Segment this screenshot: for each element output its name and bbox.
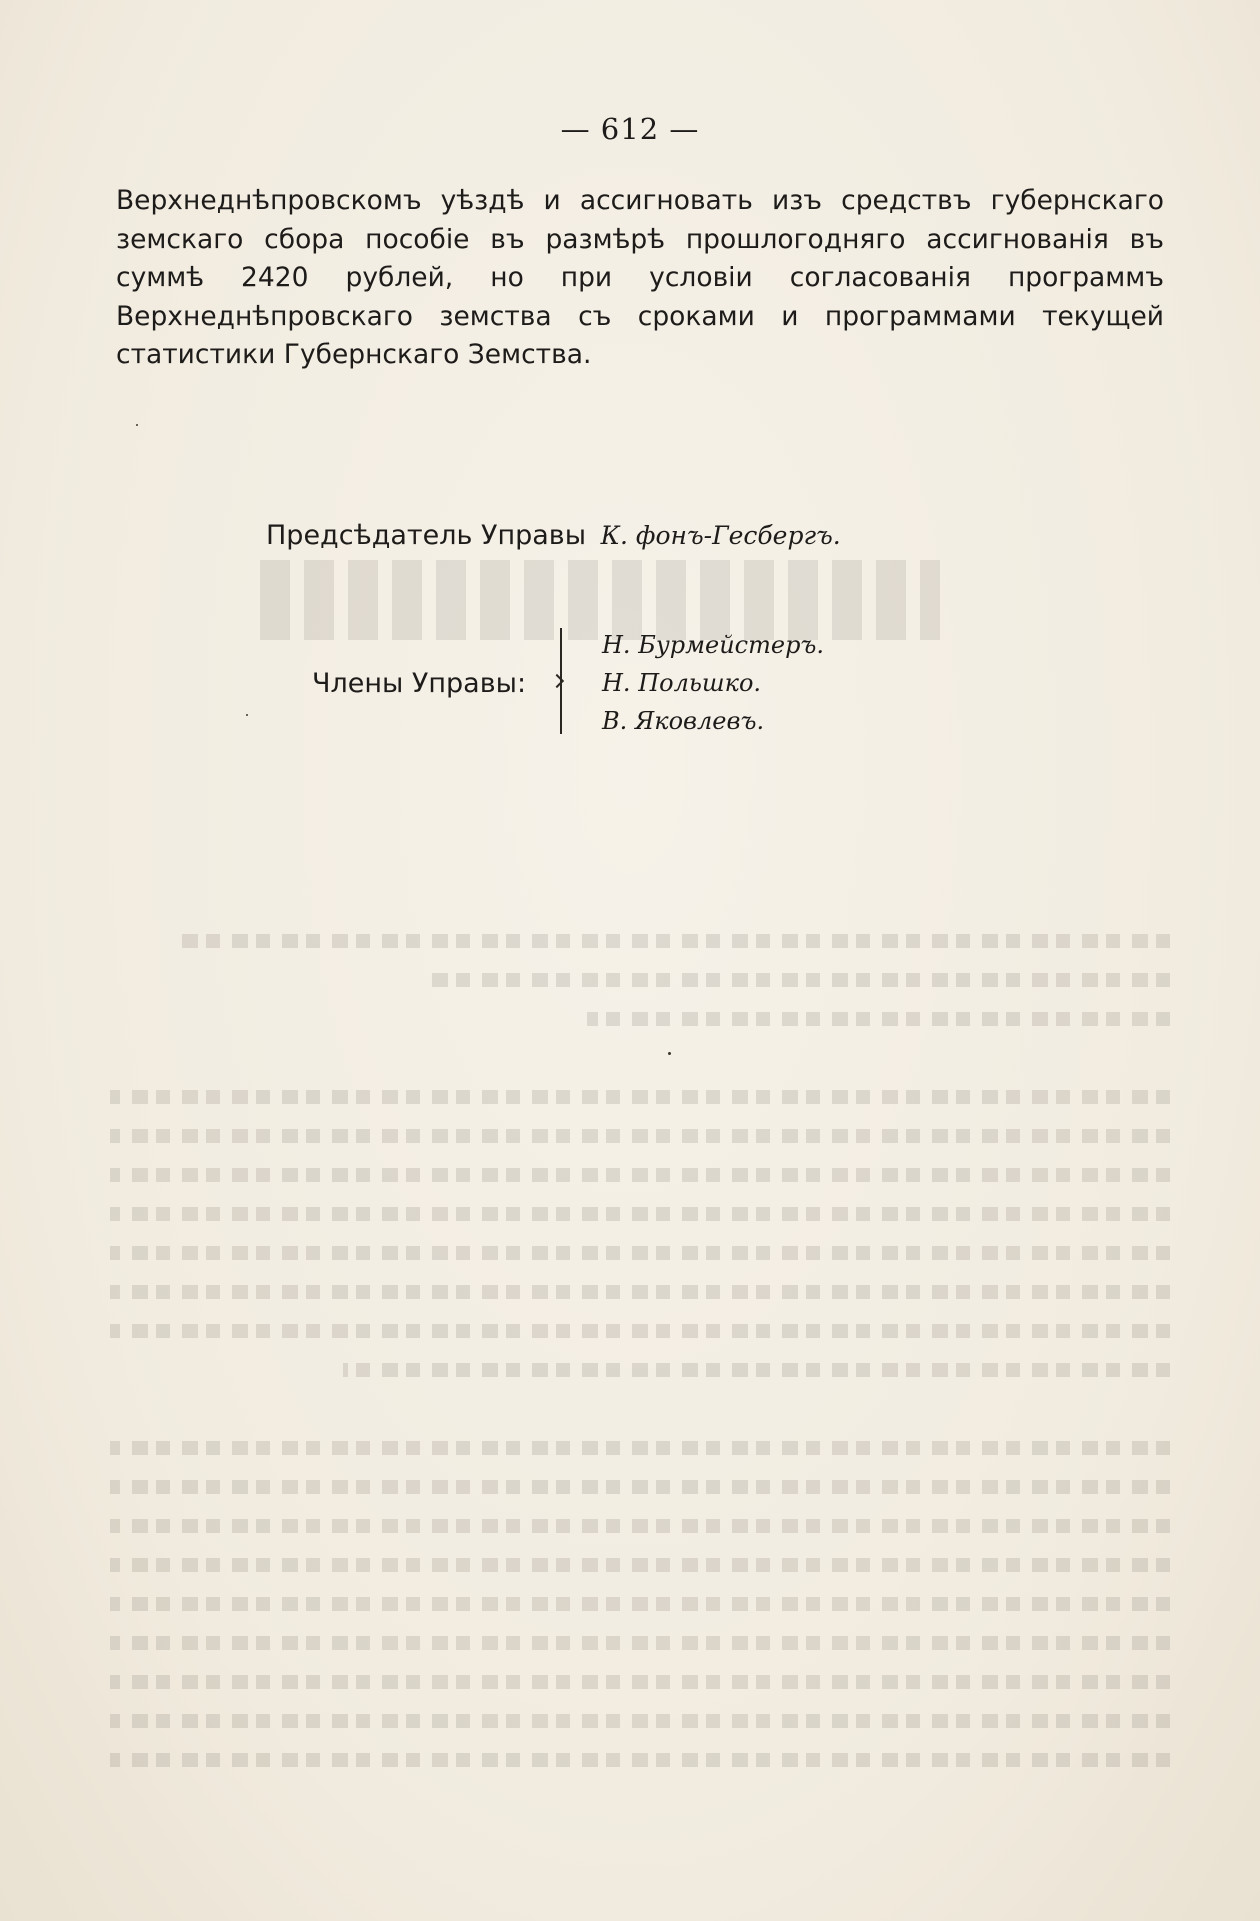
bleed-through-text bbox=[110, 920, 1170, 1780]
bleed-through-heading bbox=[260, 560, 940, 640]
member-name: В. Яковлевъ. bbox=[602, 707, 765, 735]
body-paragraph: Верхнеднѣпровскомъ уѣздѣ и ассигновать изъ средствъ губернскаго земскаго сбора пособіе въ размѣрѣ прошлогодняго ассигнованія въ суммѣ 2420 рублей, но при условіи согласованія программъ Верхнеднѣпровскаго земства съ сроками и программами текущей статистики Губернскаго Земства. bbox=[116, 185, 1164, 370]
paper-speck bbox=[668, 1052, 671, 1055]
chairman-title: Предсѣдатель Управы bbox=[266, 520, 587, 551]
paper-speck bbox=[136, 424, 138, 426]
paper-speck bbox=[246, 714, 248, 716]
members-brace bbox=[560, 628, 574, 734]
member-name: Н. Бурмейстеръ. bbox=[602, 631, 825, 659]
member-name: Н. Польшко. bbox=[602, 669, 762, 697]
members-list bbox=[602, 626, 824, 740]
members-label: Члены Управы: bbox=[312, 668, 527, 699]
chairman-signature: К. фонъ-Гесбергъ. bbox=[600, 521, 841, 550]
page-number: — 612 — bbox=[560, 112, 700, 146]
chairman-signature-line bbox=[266, 520, 841, 551]
